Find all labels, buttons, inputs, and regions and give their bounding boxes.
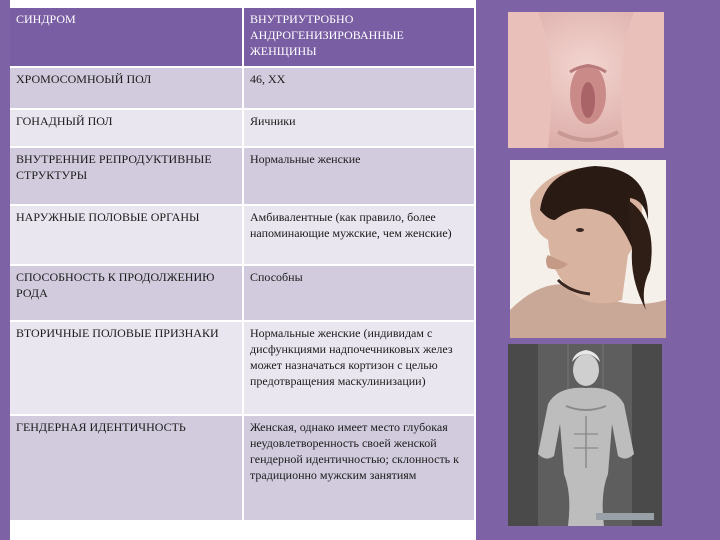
profile-portrait-illustration (510, 160, 666, 338)
genitalia-photo-illustration (508, 12, 664, 148)
table-row (10, 110, 474, 148)
profile-portrait-photo (510, 160, 666, 338)
row-label: ГОНАДНЫЙ ПОЛ (16, 114, 113, 128)
row-value: 46, XX (242, 68, 474, 108)
bodybuilder-photo (508, 344, 662, 526)
syndrome-table (10, 8, 474, 520)
header-syndrome: СИНДРОМ (16, 12, 76, 26)
photo-credit-mark (596, 513, 654, 520)
genitalia-photo (508, 12, 664, 148)
table-row (10, 68, 474, 110)
row-label: ГЕНДЕРНАЯ ИДЕНТИЧНОСТЬ (16, 420, 186, 434)
table-header-row (10, 8, 474, 68)
row-value: Женская, однако имеет место глубокая неудовлетворенность своей женской гендерной идентичностью; склонность к традиционно мужским занятиям (242, 416, 474, 520)
bodybuilder-illustration (508, 344, 662, 526)
row-value: Нормальные женские (индивидам с дисфункциями надпочечниковых желез может назначаться кортизон с целью предотвращения маскулинизации) (242, 322, 474, 414)
row-label: НАРУЖНЫЕ ПОЛОВЫЕ ОРГАНЫ (16, 210, 200, 224)
row-label: ХРОМОСОМНОЫЙ ПОЛ (16, 72, 152, 86)
table-row (10, 266, 474, 322)
row-value: Способны (242, 266, 474, 320)
row-label: ВТОРИЧНЫЕ ПОЛОВЫЕ ПРИЗНАКИ (16, 326, 219, 340)
table-row (10, 206, 474, 266)
row-value: Яичники (242, 110, 474, 146)
row-value: Нормальные женские (242, 148, 474, 204)
row-label: СПОСОБНОСТЬ К ПРОДОЛЖЕНИЮ РОДА (16, 270, 215, 300)
row-label: ВНУТРЕННИЕ РЕПРОДУКТИВНЫЕ СТРУКТУРЫ (16, 152, 212, 182)
row-value: Амбивалентные (как правило, более напоминающие мужские, чем женские) (242, 206, 474, 264)
header-androgenized-women: ВНУТРИУТРОБНО АНДРОГЕНИЗИРОВАННЫЕ ЖЕНЩИНЫ (242, 8, 474, 66)
left-accent-strip (0, 0, 10, 540)
table-row (10, 416, 474, 520)
table-row (10, 148, 474, 206)
table-row (10, 322, 474, 416)
